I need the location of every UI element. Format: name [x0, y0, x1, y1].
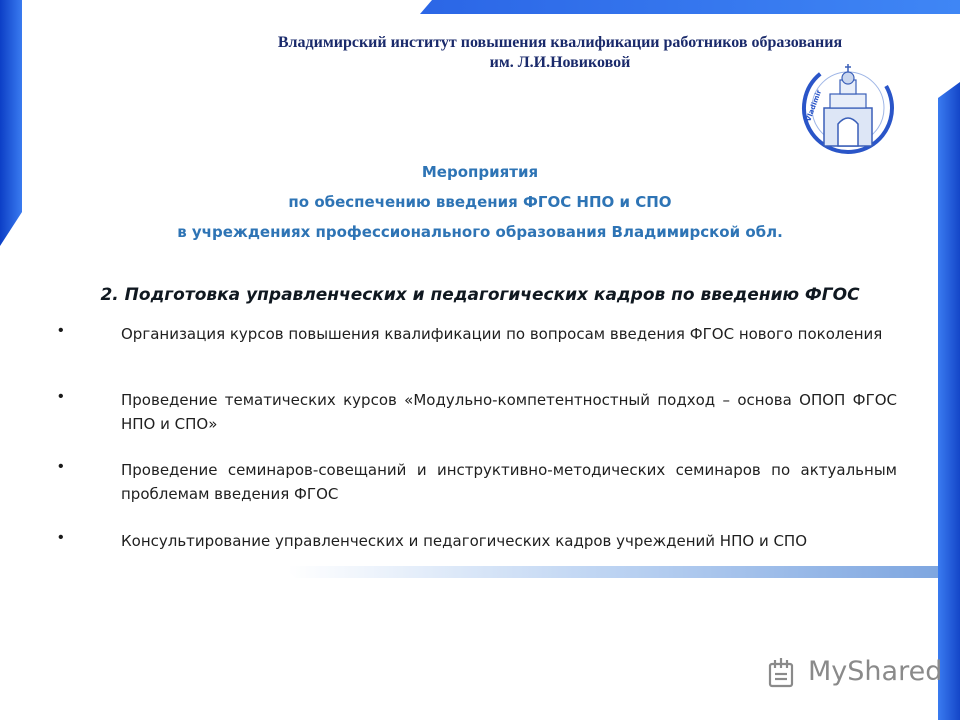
section-heading: 2. Подготовка управленческих и педагогических кадров по введению ФГОС — [100, 285, 860, 305]
bullet-text: Организация курсов повышения квалификации по вопросам введения ФГОС нового поколения — [121, 325, 883, 343]
title-line-1: Мероприятия — [421, 163, 539, 181]
bullet-text: Консультирование управленческих и педагогических кадров учреждений НПО и СПО — [121, 532, 808, 550]
institute-line-1: Владимирский институт повышения квалификации работников образования — [277, 34, 843, 51]
watermark-text: MyShared — [808, 656, 943, 687]
title-line-3: в учреждениях профессионального образования Владимирской обл. — [177, 223, 783, 241]
golden-gate-logo — [796, 56, 896, 156]
right-band — [938, 82, 960, 720]
institute-line-2: им. Л.И.Новиковой — [489, 54, 631, 71]
top-band — [420, 0, 960, 14]
svg-text:Vladimir: Vladimir — [804, 88, 824, 123]
bullet-dot-icon: • — [58, 322, 64, 339]
bullet-dot-icon: • — [58, 388, 64, 405]
bullet-dot-icon: • — [58, 529, 64, 546]
light-strip — [288, 566, 938, 578]
bullet-text: Проведение тематических курсов «Модульно-компетентностный подход – основа ОПОП ФГОС НПО и СПО» — [121, 391, 897, 433]
title-line-2: по обеспечению введения ФГОС НПО и СПО — [288, 193, 672, 211]
left-band — [0, 0, 22, 246]
bullet-dot-icon: • — [58, 458, 64, 475]
bullet-text: Проведение семинаров-совещаний и инструктивно-методических семинаров по актуальным проблемам введения ФГОС — [121, 461, 897, 503]
